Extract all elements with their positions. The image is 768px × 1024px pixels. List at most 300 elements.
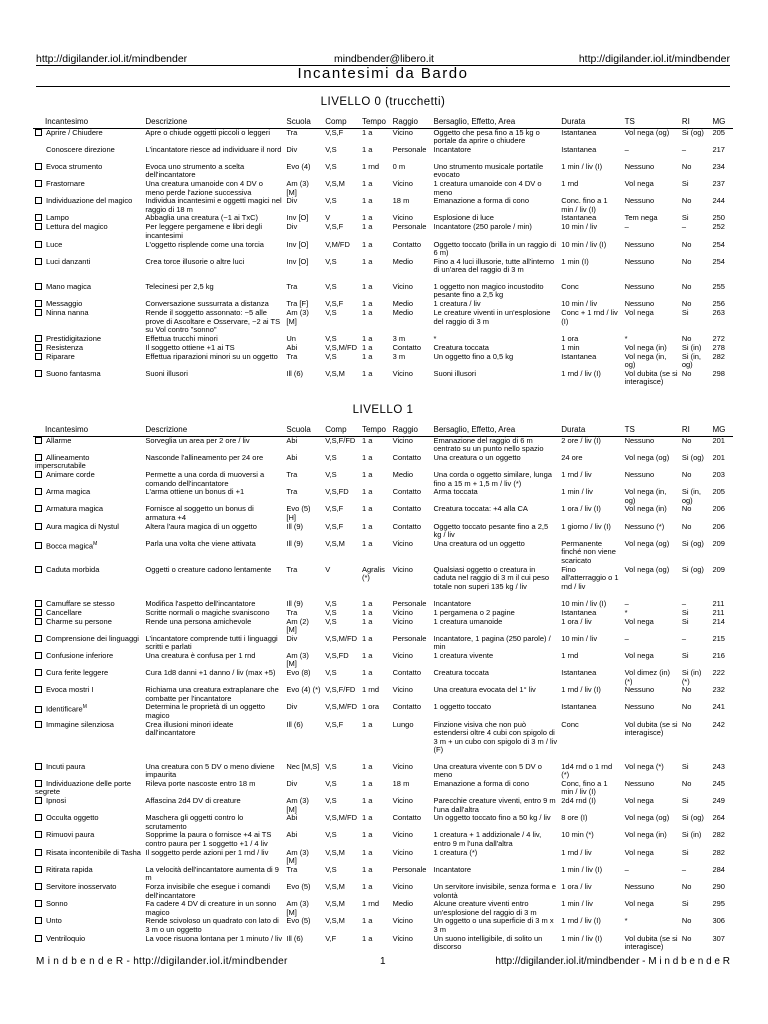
col-scuola: Tra xyxy=(286,352,298,361)
col-comp: V,S xyxy=(325,334,337,343)
col-ri-header: RI xyxy=(680,426,711,436)
checkbox-icon[interactable] xyxy=(35,437,42,444)
col-tempo: 1 a xyxy=(361,223,373,232)
col-scuola: Div xyxy=(286,703,298,712)
col-incantesimo xyxy=(33,214,143,223)
checkbox-icon[interactable] xyxy=(35,600,42,607)
col-durata: Permanente finché non viene scaricato xyxy=(561,539,616,565)
col-descrizione: Crea torce illusorie o altre luci xyxy=(145,257,245,266)
col-incantesimo xyxy=(33,900,143,917)
col-descrizione: Suoni illusori xyxy=(145,369,188,378)
col-mg: 222 xyxy=(712,669,725,678)
col-ri: – xyxy=(681,865,686,874)
col-ri: Si xyxy=(681,179,689,188)
col-comp: V,F xyxy=(325,934,337,943)
col-tempo: 1 a xyxy=(361,257,373,266)
checkbox-icon[interactable] xyxy=(35,883,42,890)
col-ts-header: TS xyxy=(623,426,680,436)
col-ts: Vol nega (og) xyxy=(624,453,670,462)
table-row xyxy=(33,780,733,797)
col-ts: – xyxy=(624,634,629,643)
col-tempo: 1 a xyxy=(361,352,373,361)
col-scuola: Tra xyxy=(286,608,298,617)
col-ri: Si xyxy=(681,617,689,626)
col-descrizione: Effettua riparazioni minori su un oggetto xyxy=(145,352,278,361)
col-durata: 1 min xyxy=(561,343,580,352)
table-row xyxy=(33,721,733,763)
col-incantesimo xyxy=(33,703,143,720)
col-bersaglio: Un oggetto fino a 0,5 kg xyxy=(433,352,514,361)
spell-name: Immagine silenziosa xyxy=(46,720,114,729)
spell-name: Confusione inferiore xyxy=(46,651,114,660)
col-ts: Vol nega (og) xyxy=(624,565,670,574)
col-durata: Istantanea xyxy=(561,608,597,617)
col-comp: V,S xyxy=(325,779,337,788)
checkbox-icon[interactable] xyxy=(35,180,42,187)
col-incantesimo xyxy=(33,180,143,197)
col-comp: V,S xyxy=(325,352,337,361)
col-incantesimo xyxy=(33,814,143,831)
table-row xyxy=(33,180,733,197)
checkbox-icon[interactable] xyxy=(35,849,42,856)
col-ri: Si xyxy=(681,308,689,317)
col-descrizione: Parla una volta che viene attivata xyxy=(145,539,256,548)
col-descrizione: Rende il soggetto assonnato: −5 alle prove di Ascoltare e Osservare, −2 ai TS su Vol contro "sonno" xyxy=(145,308,281,335)
col-bersaglio: Emanazione del raggio di 6 m centrato su un punto nello spazio xyxy=(433,436,544,454)
checkbox-icon[interactable] xyxy=(35,900,42,907)
col-ri: No xyxy=(681,686,692,695)
col-mg: 263 xyxy=(712,308,725,317)
col-tempo: 1 a xyxy=(361,617,373,626)
col-descrizione: Per leggere pergamene e libri degli incantesimi xyxy=(145,223,263,240)
col-scuola: Inv [O] xyxy=(286,214,309,223)
col-ri: No xyxy=(681,240,692,249)
spell-name: Lettura del magico xyxy=(46,223,108,232)
col-ts: * xyxy=(624,334,628,343)
col-scuola: Am (3) [M] xyxy=(286,848,309,866)
col-durata: 10 min / liv xyxy=(561,299,598,308)
col-bersaglio: Uno strumento musicale portatile evocato xyxy=(433,162,544,180)
col-raggio: 0 m xyxy=(392,162,406,171)
col-incantesimo xyxy=(33,128,143,146)
col-comp: V,S,F/FD xyxy=(325,436,356,445)
checkbox-icon[interactable] xyxy=(35,283,42,290)
col-durata: 1 rnd / liv (I) xyxy=(561,686,601,695)
col-comp: V,S xyxy=(325,257,337,266)
col-incantesimo xyxy=(33,146,143,163)
col-ts: Nessuno xyxy=(624,703,655,712)
table-row xyxy=(33,540,733,566)
col-ts: Vol nega (in) xyxy=(624,505,667,514)
col-ri: – xyxy=(681,145,686,154)
col-bersaglio: Incantatore xyxy=(433,145,472,154)
col-mg: 232 xyxy=(712,686,725,695)
col-descrizione: Forza invisibile che esegue i comandi dell'incantatore xyxy=(145,882,271,900)
col-ts: Vol nega (in, og) xyxy=(624,352,667,370)
col-tempo: 1 a xyxy=(361,128,373,137)
col-durata: 1 rnd / liv xyxy=(561,848,592,857)
checkbox-icon[interactable] xyxy=(35,609,42,616)
col-scuola: Am (3) [M] xyxy=(286,308,309,326)
checkbox-icon[interactable] xyxy=(35,831,42,838)
table-row xyxy=(33,900,733,917)
col-incantesimo xyxy=(33,935,143,952)
table-row xyxy=(33,703,733,720)
col-durata: 1 ora xyxy=(561,334,579,343)
spell-name: Evoca strumento xyxy=(46,162,103,171)
footer-right: http://digilander.iol.it/mindbender - M i n d b e n d e R xyxy=(495,956,730,967)
col-descrizione: Crea illusioni minori ideate dall'incantatore xyxy=(145,720,234,738)
col-scuola-header: Scuola xyxy=(284,118,323,128)
col-raggio: Vicino xyxy=(392,539,413,548)
col-scuola: Abi xyxy=(286,343,298,352)
col-tempo: 1 a xyxy=(361,669,373,678)
col-raggio: Personale xyxy=(392,223,427,232)
col-mg: 284 xyxy=(712,865,725,874)
col-ri: No xyxy=(681,470,692,479)
checkbox-icon[interactable] xyxy=(35,721,42,728)
col-durata: 1 min / liv (I) xyxy=(561,934,603,943)
col-incantesimo xyxy=(33,618,143,635)
col-ri: Si (og) xyxy=(681,128,704,137)
col-comp: V,S,M/FD xyxy=(325,634,358,643)
col-durata: 10 min / liv xyxy=(561,634,598,643)
col-raggio: Personale xyxy=(392,145,427,154)
col-tempo: 1 a xyxy=(361,522,373,531)
col-incantesimo xyxy=(33,686,143,703)
col-ts: Vol nega xyxy=(624,900,654,909)
col-descrizione-header: Descrizione xyxy=(143,118,284,128)
table-row xyxy=(33,669,733,686)
col-incantesimo xyxy=(33,669,143,686)
col-comp-header: Comp xyxy=(323,426,360,436)
col-incantesimo xyxy=(33,831,143,848)
col-ts: – xyxy=(624,223,629,232)
spell-name: Allineamento imperscrutabile xyxy=(35,453,90,471)
checkbox-icon[interactable] xyxy=(35,223,42,230)
spell-name: Caduta morbida xyxy=(46,565,100,574)
col-raggio-header: Raggio xyxy=(391,118,432,128)
col-comp: V,S xyxy=(325,453,337,462)
col-ri: No xyxy=(681,334,692,343)
col-scuola: Tra xyxy=(286,470,298,479)
spell-name: Frastornare xyxy=(46,179,85,188)
col-scuola: Div xyxy=(286,197,298,206)
col-durata: 1 giorno / liv (I) xyxy=(561,522,611,531)
table-row xyxy=(33,353,733,370)
col-ri: – xyxy=(681,223,686,232)
table-row xyxy=(33,523,733,540)
col-bersaglio: Un servitore invisibile, senza forma e volontà xyxy=(433,882,557,900)
col-comp: V,S,M xyxy=(325,179,345,188)
table-row xyxy=(33,163,733,180)
col-durata-header: Durata xyxy=(559,118,622,128)
col-descrizione: Sorveglia un area per 2 ore / liv xyxy=(145,436,250,445)
col-raggio: Personale xyxy=(392,865,427,874)
table-row xyxy=(33,566,733,600)
spell-name: Ninna nanna xyxy=(46,308,89,317)
col-bersaglio: Una creatura evocata del 1° liv xyxy=(433,686,536,695)
col-durata: Conc, fino a 1 min / liv (I) xyxy=(561,779,608,797)
col-ts: Vol nega (in, og) xyxy=(624,488,667,505)
col-ts: Nessuno xyxy=(624,470,655,479)
col-ts: Vol nega (in) xyxy=(624,343,667,352)
col-incantesimo xyxy=(33,241,143,258)
col-durata: 10 min / liv (I) xyxy=(561,240,607,249)
checkbox-icon[interactable] xyxy=(35,935,42,942)
col-mg: 201 xyxy=(712,436,725,445)
checkbox-icon[interactable] xyxy=(35,488,42,495)
col-comp-header: Comp xyxy=(323,118,360,128)
col-descrizione: Sopprime la paura o fornisce +4 ai TS contro paura per 1 soggetto +1 / 4 liv xyxy=(145,831,272,848)
col-mg: 244 xyxy=(712,197,725,206)
table-row xyxy=(33,866,733,883)
spell-name: Ritirata rapida xyxy=(46,865,93,874)
checkbox-icon[interactable] xyxy=(35,866,42,873)
spell-name: Comprensione dei linguaggi xyxy=(46,634,139,643)
checkbox-icon[interactable] xyxy=(35,471,42,478)
col-ri: No xyxy=(681,522,692,531)
col-bersaglio: Incantatore xyxy=(433,599,472,608)
col-raggio: Vicino xyxy=(392,282,413,291)
col-comp: V,S xyxy=(325,608,337,617)
checkbox-icon[interactable] xyxy=(35,241,42,248)
col-scuola: Am (3) [M] xyxy=(286,900,309,917)
col-comp: V,S,F/FD xyxy=(325,686,356,695)
page-header xyxy=(36,53,730,65)
col-mg: 295 xyxy=(712,900,725,909)
spell-superscript: M xyxy=(82,704,87,711)
table-row xyxy=(33,488,733,505)
spell-name: Prestidigitazione xyxy=(46,334,102,343)
col-descrizione: La velocità dell'incantatore aumenta di 9 m xyxy=(145,865,279,883)
col-scuola: Div xyxy=(286,634,298,643)
spell-name: Servitore inosservato xyxy=(46,882,117,891)
checkbox-icon[interactable] xyxy=(35,370,42,377)
col-raggio: Vicino xyxy=(392,686,413,695)
col-bersaglio: 1 oggetto non magico incustodito pesante fino a 2,5 kg xyxy=(433,282,544,300)
col-descrizione: Rende una persona amichevole xyxy=(145,617,252,626)
col-durata: 1 ora / liv (I) xyxy=(561,505,601,514)
col-ts: Vol dimez (in) (*) xyxy=(624,669,671,686)
table-row xyxy=(33,214,733,223)
col-incantesimo xyxy=(33,488,143,505)
checkbox-icon[interactable] xyxy=(35,309,42,316)
col-ts: Vol dubita (se si interagisce) xyxy=(624,934,678,952)
col-ts: Nessuno xyxy=(624,282,655,291)
checkbox-icon[interactable] xyxy=(35,566,42,573)
table-row xyxy=(33,609,733,618)
col-tempo: 1 a xyxy=(361,470,373,479)
col-raggio: Vicino xyxy=(392,214,413,223)
col-bersaglio: Una corda o oggetto similare, lunga fino a 15 m + 1,5 m / liv (*) xyxy=(433,470,552,488)
col-raggio: Vicino xyxy=(392,617,413,626)
checkbox-icon[interactable] xyxy=(35,652,42,659)
col-bersaglio: Oggetto toccato pesante fino a 2,5 kg / liv xyxy=(433,522,549,540)
col-descrizione: Fa cadere 4 DV di creature in un sonno magico xyxy=(145,900,277,917)
col-mg: 211 xyxy=(712,608,725,617)
col-bersaglio: Emanazione a forma di cono xyxy=(433,197,529,206)
page-title: Incantesimi da Bardo xyxy=(297,65,469,82)
checkbox-icon[interactable] xyxy=(35,353,42,360)
checkbox-icon[interactable] xyxy=(35,300,42,307)
checkbox-icon[interactable] xyxy=(35,214,42,221)
col-incantesimo xyxy=(33,797,143,814)
col-bersaglio: 1 creatura / liv xyxy=(433,299,481,308)
col-bersaglio: 1 pergamena o 2 pagine xyxy=(433,608,515,617)
col-ts: Vol nega (in) xyxy=(624,831,667,840)
col-ri: No xyxy=(681,720,692,729)
col-descrizione: Una creatura è confusa per 1 rnd xyxy=(145,651,256,660)
col-tempo: 1 a xyxy=(361,308,373,317)
col-raggio: Vicino xyxy=(392,128,413,137)
col-durata: 1 ora / liv xyxy=(561,882,592,891)
col-incantesimo xyxy=(33,353,143,370)
col-ri: Si xyxy=(681,900,689,909)
col-ts: Nessuno xyxy=(624,882,655,891)
col-scuola: Tra xyxy=(286,488,298,497)
col-durata: 1 ora / liv xyxy=(561,617,592,626)
checkbox-icon[interactable] xyxy=(35,686,42,693)
checkbox-icon[interactable] xyxy=(35,797,42,804)
col-tempo: 1 a xyxy=(361,505,373,514)
table-row xyxy=(33,686,733,703)
col-ts: Vol nega xyxy=(624,651,654,660)
col-comp: V,S xyxy=(325,762,337,771)
col-mg: 216 xyxy=(712,651,725,660)
spell-name: Rimuovi paura xyxy=(46,831,95,840)
col-durata: 10 min / liv (I) xyxy=(561,599,607,608)
col-descrizione: Scritte normali o magiche svaniscono xyxy=(145,608,270,617)
col-durata: Fino all'atterraggio o 1 rnd / liv xyxy=(561,565,619,591)
checkbox-icon[interactable] xyxy=(35,505,42,512)
col-mg: 278 xyxy=(712,343,725,352)
spell-name: Ventriloquio xyxy=(46,934,86,943)
col-raggio: 18 m xyxy=(392,779,410,788)
spell-name: Camuffare se stesso xyxy=(46,599,115,608)
col-scuola: Ill (9) xyxy=(286,539,304,548)
table-row xyxy=(33,797,733,814)
col-descrizione: Una creatura umanoide con 4 DV o meno perde l'azione successiva xyxy=(145,179,263,197)
col-incantesimo xyxy=(33,883,143,900)
spell-name: Luci danzanti xyxy=(46,257,91,266)
checkbox-icon[interactable] xyxy=(35,917,42,924)
table-row xyxy=(33,635,733,652)
table-row xyxy=(33,344,733,353)
col-raggio: Vicino xyxy=(392,762,413,771)
col-raggio: Vicino xyxy=(392,797,413,805)
col-incantesimo xyxy=(33,652,143,669)
col-ri: Si (og) xyxy=(681,453,704,462)
col-durata: Conc xyxy=(561,282,579,291)
checkbox-icon[interactable] xyxy=(35,635,42,642)
col-descrizione: Il soggetto ottiene +1 ai TS xyxy=(145,343,235,352)
checkbox-icon[interactable] xyxy=(35,163,42,170)
col-raggio: Vicino xyxy=(392,179,413,188)
col-descrizione: Rende scivoloso un quadrato con lato di 3 m o un oggetto xyxy=(145,917,279,934)
col-scuola: Ill (6) xyxy=(286,934,304,943)
checkbox-icon[interactable] xyxy=(35,335,42,342)
col-tempo: 1 a xyxy=(361,720,373,729)
col-bersaglio-header: Bersaglio, Effetto, Area xyxy=(432,118,560,128)
col-ri: No xyxy=(681,779,692,788)
checkbox-icon[interactable] xyxy=(35,197,42,204)
col-raggio: Contatto xyxy=(392,669,421,678)
col-tempo: 1 a xyxy=(361,831,373,840)
col-bersaglio: Un suono intelligibile, di solito un discorso xyxy=(433,934,543,952)
checkbox-icon[interactable] xyxy=(35,344,42,351)
col-ts: Vol nega (og) xyxy=(624,128,670,137)
col-ts: – xyxy=(624,865,629,874)
col-incantesimo xyxy=(33,609,143,618)
col-tempo: 1 a xyxy=(361,282,373,291)
col-ts: Vol nega xyxy=(624,848,654,857)
col-descrizione: Oggetti o creature cadono lentamente xyxy=(145,565,272,574)
checkbox-icon[interactable] xyxy=(35,523,42,530)
table-row xyxy=(33,370,733,387)
spell-name: Individuazione delle porte segrete xyxy=(35,779,132,797)
checkbox-icon[interactable] xyxy=(35,780,42,787)
col-scuola: Ill (6) xyxy=(286,720,304,729)
col-comp: V xyxy=(325,565,331,574)
checkbox-icon[interactable] xyxy=(35,258,42,265)
checkbox-icon[interactable] xyxy=(35,618,42,625)
col-incantesimo xyxy=(33,223,143,240)
col-descrizione: Evoca uno strumento a scelta dell'incantatore xyxy=(145,162,245,180)
checkbox-icon[interactable] xyxy=(35,129,42,136)
col-tempo: 1 a xyxy=(361,797,373,805)
table-row xyxy=(33,917,733,934)
col-ts: * xyxy=(624,608,628,617)
col-durata: Conc. fino a 1 min / liv (I) xyxy=(561,197,608,214)
col-descrizione: Individua incantesimi e oggetti magici nel raggio di 18 m xyxy=(145,197,282,214)
col-bersaglio: Un oggetto o una superficie di 3 m x 3 m xyxy=(433,917,554,934)
col-descrizione: L'arma ottiene un bonus di +1 xyxy=(145,488,245,497)
col-raggio: Medio xyxy=(392,470,414,479)
col-comp: V,S,M xyxy=(325,900,345,909)
col-durata: Istantanea xyxy=(561,145,597,154)
spell-name: Bocca magica xyxy=(46,541,94,551)
col-raggio: Vicino xyxy=(392,565,413,574)
col-tempo: 1 a xyxy=(361,634,373,643)
col-durata: 1d4 rnd o 1 rnd (*) xyxy=(561,762,613,780)
col-durata: 1 min / liv xyxy=(561,900,593,909)
col-comp: V,S xyxy=(325,145,337,154)
col-mg: 241 xyxy=(712,703,725,712)
col-comp: V,S xyxy=(325,470,337,479)
col-bersaglio: Suoni illusori xyxy=(433,369,477,378)
col-comp: V,S,M/FD xyxy=(325,814,358,823)
col-ri: No xyxy=(681,505,692,514)
col-durata: 2d4 rnd (I) xyxy=(561,797,596,805)
col-bersaglio: Oggetto toccato (brilla in un raggio di 6 m) xyxy=(433,240,557,258)
checkbox-icon[interactable] xyxy=(35,669,42,676)
col-ts: Nessuno xyxy=(624,257,655,266)
checkbox-icon[interactable] xyxy=(35,706,42,713)
col-ri: Si (in) (*) xyxy=(681,669,702,686)
checkbox-icon[interactable] xyxy=(35,814,42,821)
checkbox-icon[interactable] xyxy=(35,763,42,770)
col-tempo: 1 a xyxy=(361,334,373,343)
checkbox-icon[interactable] xyxy=(35,542,42,549)
table-row xyxy=(33,505,733,522)
table-row xyxy=(33,223,733,240)
col-scuola: Abi xyxy=(286,831,298,840)
table-row xyxy=(33,814,733,831)
checkbox-icon[interactable] xyxy=(35,454,42,461)
spell-name: Incuti paura xyxy=(46,762,86,771)
col-ri: – xyxy=(681,634,686,643)
